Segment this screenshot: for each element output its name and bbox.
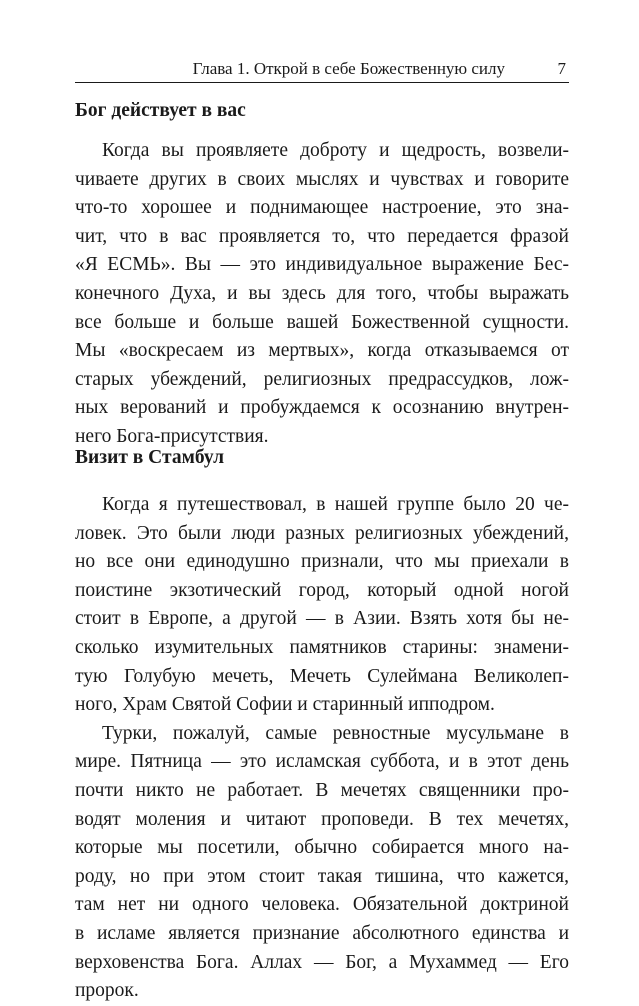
text-line: тую Голубую мечеть, Мечеть Сулеймана Великолеп-	[75, 665, 569, 687]
section-god-acts	[75, 97, 569, 452]
text-line: почти никто не работает. В мечетях священники про-	[75, 779, 569, 801]
text-line: ных верований и пробуждаемся к осознанию внутрен-	[75, 397, 569, 419]
text-line: «Я ЕСМЬ». Вы — это индивидуальное выражение Бес-	[75, 254, 569, 276]
text-line: стоит в Европе, а другой — в Азии. Взять хотя бы не-	[75, 608, 569, 630]
running-header	[75, 58, 569, 80]
text-line: но все они единодушно признали, что мы приехали в	[75, 551, 569, 573]
paragraph	[75, 491, 569, 720]
header-rule	[75, 82, 569, 83]
text-line: пророк.	[75, 980, 139, 1002]
text-line: сколько изумительных памятников старины: знамени-	[75, 636, 569, 658]
text-line: конечного Духа, и вы здесь для того, чтобы выражать	[75, 282, 569, 304]
text-line: все больше и больше вашей Божественной сущности.	[75, 311, 569, 333]
text-line: которые мы посетили, обычно собирается много на-	[75, 837, 569, 859]
text-line: мире. Пятница — это исламская суббота, и в этот день	[75, 751, 569, 773]
text-line: Когда вы проявляете доброту и щедрость, возвели-	[102, 140, 569, 161]
text-line: там нет ни одного человека. Обязательной доктриной	[75, 894, 569, 916]
text-line: поистине экзотический город, который одной ногой	[75, 579, 569, 601]
text-line: него Бога-присутствия.	[75, 425, 269, 447]
text-line: старых убеждений, религиозных предрассудков, лож-	[75, 368, 569, 390]
text-line: Когда я путешествовал, в нашей группе было 20 че-	[102, 494, 569, 515]
text-line: в исламе является признание абсолютного единства и	[75, 922, 569, 944]
section-heading: Визит в Стамбул	[75, 447, 225, 468]
text-line: чиваете других в своих мыслях и чувствах и говорите	[75, 168, 569, 190]
page-number: 7	[557, 59, 566, 78]
text-line: чит, что в вас проявляется то, что передается фразой	[75, 225, 569, 247]
text-line: верховенства Бога. Аллах — Бог, а Мухаммед — Его	[75, 951, 569, 973]
text-line: водят моления и читают проповеди. В тех мечетях,	[75, 808, 569, 830]
text-line: ного, Храм Святой Софии и старинный ипподром.	[75, 694, 495, 716]
text-line: Турки, пожалуй, самые ревностные мусульмане в	[102, 722, 569, 744]
text-line: роду, но при этом стоит такая тишина, что кажется,	[75, 865, 569, 887]
text-line: ловек. Это были люди разных религиозных убеждений,	[75, 522, 569, 544]
section-heading: Бог действует в вас	[75, 100, 246, 121]
chapter-title: Глава 1. Открой в себе Божественную силу	[192, 59, 505, 78]
text-line: Мы «воскресаем из мертвых», когда отказываемся от	[75, 340, 569, 362]
section-istanbul-visit	[75, 444, 569, 1006]
text-line: что-то хорошее и поднимающее настроение, это зна-	[75, 197, 569, 219]
paragraph	[75, 720, 569, 1006]
paragraph	[75, 137, 569, 452]
